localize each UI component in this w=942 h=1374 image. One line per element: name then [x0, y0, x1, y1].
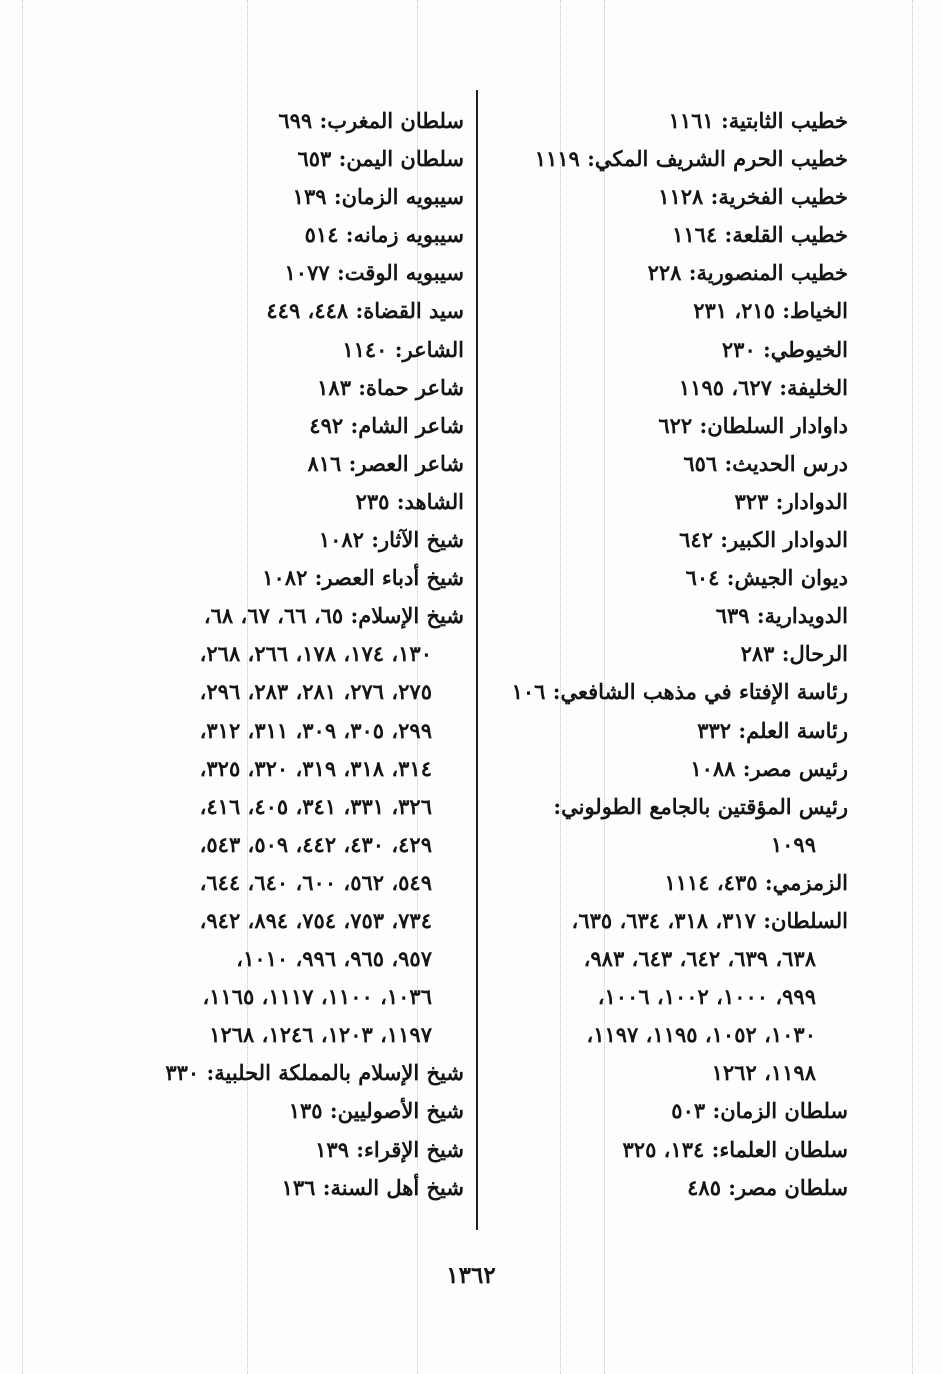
index-column-left	[94, 102, 464, 1207]
index-entry-continuation: ٣١٤، ٣١٨، ٣١٩، ٣٢٠، ٣٢٥،	[199, 755, 432, 781]
index-entry-continuation: ١٠٣٦، ١١٠٠، ١١١٧، ١١٦٥،	[202, 984, 432, 1010]
index-entry: ديوان الجيش: ٦٠٤	[685, 565, 848, 591]
index-entry-continuation: ٥٤٩، ٥٦٢، ٦٠٠، ٦٤٠، ٦٤٤،	[199, 869, 432, 895]
index-entry-continuation: ٢٩٩، ٣٠٥، ٣٠٩، ٣١١، ٣١٢،	[199, 717, 432, 743]
index-entry-continuation: ١٠٩٩	[770, 831, 816, 857]
index-entry: خطيب الثابتية: ١١٦١	[668, 108, 848, 133]
index-entry: سلطان اليمن: ٦٥٣	[297, 146, 464, 172]
index-entry: شاعر العصر: ٨١٦	[307, 450, 464, 476]
index-entry: الخياط: ٢١٥، ٢٣١	[693, 298, 848, 324]
index-entry: شاعر حماة: ١٨٣	[317, 374, 464, 400]
index-entry: درس الحديث: ٦٥٦	[683, 450, 848, 476]
index-entry-continuation: ٢٧٥، ٢٧٦، ٢٨١، ٢٨٣، ٢٩٦،	[199, 679, 432, 705]
index-entry: شيخ الآثار: ١٠٨٢	[318, 527, 464, 553]
dotted-guide	[22, 0, 23, 1374]
index-entry: خطيب المنصورية: ٢٢٨	[647, 260, 848, 286]
index-entry-continuation: ٤٢٩، ٤٣٠، ٤٤٢، ٥٠٩، ٥٤٣،	[199, 831, 432, 857]
index-entry-continuation: ٩٥٧، ٩٦٥، ٩٩٦، ١٠١٠،	[236, 946, 432, 972]
index-entry: الشاهد: ٢٣٥	[355, 488, 464, 514]
index-entry: داوادار السلطان: ٦٢٢	[658, 412, 848, 438]
index-entry: شاعر الشام: ٤٩٢	[309, 412, 464, 438]
index-entry-continuation: ١١٩٨، ١٢٦٢	[711, 1060, 816, 1086]
index-entry-continuation: ١١٩٧، ١٢٠٣، ١٢٤٦، ١٢٦٨	[209, 1022, 432, 1048]
index-entry-continuation: ١٣٠، ١٧٤، ١٧٨، ٢٦٦، ٢٦٨،	[199, 641, 432, 667]
index-entry: سيبويه الزمان: ١٣٩	[292, 184, 464, 210]
index-entry: شيخ الإسلام: ٦٥، ٦٦، ٦٧، ٦٨،	[203, 603, 464, 629]
index-entry: رئاسة الإفتاء في مذهب الشافعي: ١٠٦	[511, 679, 848, 705]
index-entry: شيخ أهل السنة: ١٣٦	[281, 1174, 464, 1200]
index-entry: الشاعر: ١١٤٠	[342, 336, 464, 362]
index-column-right	[488, 102, 848, 1207]
index-entry: سلطان المغرب: ٦٩٩	[278, 108, 464, 133]
index-entry: السلطان: ٣١٧، ٣١٨، ٦٣٤، ٦٣٥،	[571, 907, 848, 933]
column-divider	[476, 90, 478, 1230]
index-entry: سيبويه زمانه: ٥١٤	[304, 222, 464, 248]
index-entry-continuation: ٧٣٤، ٧٥٣، ٧٥٤، ٨٩٤، ٩٤٢،	[199, 907, 432, 933]
index-entry: شيخ أدباء العصر: ١٠٨٢	[262, 565, 464, 591]
index-entry-continuation: ٦٣٨، ٦٣٩، ٦٤٢، ٦٤٣، ٩٨٣،	[583, 946, 816, 972]
index-entry: رئيس مصر: ١٠٨٨	[690, 755, 848, 781]
index-entry: خطيب الفخرية: ١١٢٨	[658, 184, 848, 210]
index-entry: الخليفة: ٦٢٧، ١١٩٥	[678, 374, 848, 400]
index-entry: سيد القضاة: ٤٤٨، ٤٤٩	[266, 298, 464, 324]
index-entry: خطيب القلعة: ١١٦٤	[672, 222, 848, 248]
index-entry: الدوادار: ٣٢٣	[734, 488, 848, 514]
index-entry: الدويدارية: ٦٣٩	[715, 603, 848, 629]
index-entry: رئاسة العلم: ٣٣٢	[697, 717, 848, 743]
index-entry: شيخ الإسلام بالمملكة الحلبية: ٣٣٠	[165, 1060, 464, 1086]
index-entry: شيخ الأصوليين: ١٣٥	[288, 1098, 464, 1124]
index-entry: رئيس المؤقتين بالجامع الطولوني:	[553, 793, 848, 819]
index-entry: الدوادار الكبير: ٦٤٢	[679, 527, 848, 553]
index-entry: الخيوطي: ٢٣٠	[721, 336, 848, 362]
index-entry: الرحال: ٢٨٣	[740, 641, 848, 667]
page-number: ١٣٦٢	[446, 1262, 496, 1289]
index-entry: خطيب الحرم الشريف المكي: ١١١٩	[534, 146, 848, 172]
dotted-guide	[912, 0, 913, 1374]
index-entry: سلطان العلماء: ١٣٤، ٣٢٥	[622, 1136, 848, 1162]
index-entry: الزمزمي: ٤٣٥، ١١١٤	[664, 869, 848, 895]
index-entry-continuation: ٣٢٦، ٣٣١، ٣٤١، ٤٠٥، ٤١٦،	[199, 793, 432, 819]
index-entry: سيبويه الوقت: ١٠٧٧	[284, 260, 464, 286]
index-entry: سلطان الزمان: ٥٠٣	[671, 1098, 848, 1124]
index-entry-continuation: ٩٩٩، ١٠٠٠، ١٠٠٢، ١٠٠٦،	[597, 984, 816, 1010]
index-entry: شيخ الإقراء: ١٣٩	[315, 1136, 464, 1162]
index-entry-continuation: ١٠٣٠، ١٠٥٢، ١١٩٥، ١١٩٧،	[586, 1022, 816, 1048]
index-entry: سلطان مصر: ٤٨٥	[687, 1174, 848, 1200]
